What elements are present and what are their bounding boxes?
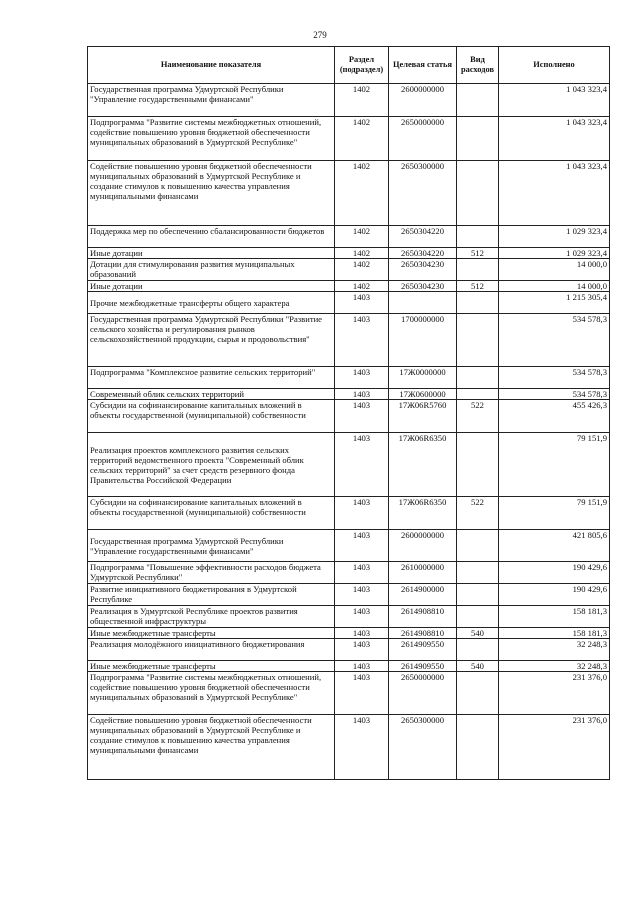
row-target: 2650000000 xyxy=(389,117,457,161)
row-target: 2650000000 xyxy=(389,672,457,715)
table-row xyxy=(88,292,610,314)
row-executed: 534 578,3 xyxy=(499,389,610,400)
row-target: 2610000000 xyxy=(389,562,457,584)
row-executed: 421 805,6 xyxy=(499,530,610,562)
table-body xyxy=(88,84,610,780)
row-executed: 1 029 323,4 xyxy=(499,248,610,259)
row-name: Поддержка мер по обеспечению сбалансированности бюджетов xyxy=(88,226,335,248)
row-target: 17Ж06R6350 xyxy=(389,497,457,530)
row-name: Содействие повышению уровня бюджетной обеспеченности муниципальных образований в Удмуртской Республике и создание стимулов к повышению качества управления муниципальными финансами xyxy=(88,715,335,780)
row-section: 1402 xyxy=(335,259,389,281)
row-expense xyxy=(457,226,499,248)
row-target xyxy=(389,292,457,314)
row-name: Современный облик сельских территорий xyxy=(88,389,335,400)
table-row xyxy=(88,248,610,259)
row-section: 1403 xyxy=(335,715,389,780)
row-section: 1403 xyxy=(335,661,389,672)
row-expense xyxy=(457,367,499,389)
row-expense xyxy=(457,672,499,715)
row-target: 2650304230 xyxy=(389,281,457,292)
row-name: Развитие инициативного бюджетирования в Удмуртской Республике xyxy=(88,584,335,606)
row-section: 1402 xyxy=(335,161,389,226)
row-name: Реализация проектов комплексного развития сельских территорий ведомственного проекта "Современный облик сельских территорий" за счет средств резервного фонда Правительства Российской Федерации xyxy=(88,433,335,497)
row-name: Реализация в Удмуртской Республике проектов развития общественной инфраструктуры xyxy=(88,606,335,628)
table-row xyxy=(88,584,610,606)
table-row xyxy=(88,715,610,780)
row-section: 1403 xyxy=(335,562,389,584)
row-expense xyxy=(457,84,499,117)
row-section: 1403 xyxy=(335,389,389,400)
row-name: Иные межбюджетные трансферты xyxy=(88,628,335,639)
row-section: 1403 xyxy=(335,584,389,606)
table-row xyxy=(88,639,610,661)
row-target: 2614909550 xyxy=(389,661,457,672)
row-target: 2650304220 xyxy=(389,248,457,259)
row-expense xyxy=(457,292,499,314)
row-executed: 534 578,3 xyxy=(499,314,610,367)
table-row xyxy=(88,367,610,389)
row-section: 1403 xyxy=(335,314,389,367)
header-target: Целевая статья xyxy=(389,47,457,84)
row-expense xyxy=(457,259,499,281)
row-expense xyxy=(457,584,499,606)
row-section: 1403 xyxy=(335,672,389,715)
table-row xyxy=(88,117,610,161)
row-name: Подпрограмма "Развитие системы межбюджетных отношений, содействие повышению уровня бюджетной обеспеченности муниципальных образований в Удмуртской Республике" xyxy=(88,117,335,161)
row-expense xyxy=(457,389,499,400)
row-target: 17Ж06R5760 xyxy=(389,400,457,433)
row-section: 1402 xyxy=(335,117,389,161)
row-section: 1402 xyxy=(335,226,389,248)
row-executed: 534 578,3 xyxy=(499,367,610,389)
table-row xyxy=(88,433,610,497)
row-section: 1403 xyxy=(335,606,389,628)
row-executed: 455 426,3 xyxy=(499,400,610,433)
table-row xyxy=(88,314,610,367)
table-row xyxy=(88,389,610,400)
row-name: Государственная программа Удмуртской Республики "Развитие сельского хозяйства и регулирования рынков сельскохозяйственной продукции, сырья и продовольствия" xyxy=(88,314,335,367)
budget-table xyxy=(87,46,610,780)
row-executed: 231 376,0 xyxy=(499,715,610,780)
row-executed: 32 248,3 xyxy=(499,661,610,672)
row-executed: 1 043 323,4 xyxy=(499,161,610,226)
row-executed: 1 215 305,4 xyxy=(499,292,610,314)
header-section: Раздел (подраздел) xyxy=(335,47,389,84)
row-expense xyxy=(457,433,499,497)
row-target: 2600000000 xyxy=(389,84,457,117)
row-name: Содействие повышению уровня бюджетной обеспеченности муниципальных образований в Удмуртской Республике и создание стимулов к повышению качества управления муниципальными финансами xyxy=(88,161,335,226)
row-target: 2650304220 xyxy=(389,226,457,248)
table-header-row xyxy=(88,47,610,84)
row-target: 17Ж06R6350 xyxy=(389,433,457,497)
row-section: 1403 xyxy=(335,367,389,389)
row-section: 1403 xyxy=(335,400,389,433)
header-expense: Вид расходов xyxy=(457,47,499,84)
row-executed: 1 043 323,4 xyxy=(499,117,610,161)
row-section: 1403 xyxy=(335,628,389,639)
row-section: 1402 xyxy=(335,281,389,292)
row-executed: 1 043 323,4 xyxy=(499,84,610,117)
row-executed: 79 151,9 xyxy=(499,497,610,530)
row-target: 2600000000 xyxy=(389,530,457,562)
row-executed: 158 181,3 xyxy=(499,606,610,628)
row-executed: 1 029 323,4 xyxy=(499,226,610,248)
table-row xyxy=(88,497,610,530)
table-row xyxy=(88,562,610,584)
row-expense xyxy=(457,314,499,367)
row-expense xyxy=(457,639,499,661)
row-target: 2650300000 xyxy=(389,715,457,780)
row-name: Государственная программа Удмуртской Республики "Управление государственными финансами" xyxy=(88,84,335,117)
row-name: Реализация молодёжного инициативного бюджетирования xyxy=(88,639,335,661)
table-row xyxy=(88,530,610,562)
table-row xyxy=(88,661,610,672)
row-target: 2614900000 xyxy=(389,584,457,606)
row-expense xyxy=(457,715,499,780)
row-executed: 231 376,0 xyxy=(499,672,610,715)
row-expense: 512 xyxy=(457,281,499,292)
table-row xyxy=(88,400,610,433)
row-section: 1403 xyxy=(335,292,389,314)
row-name: Иные дотации xyxy=(88,248,335,259)
row-name: Государственная программа Удмуртской Республики "Управление государственными финансами" xyxy=(88,530,335,562)
row-section: 1402 xyxy=(335,84,389,117)
row-name: Субсидии на софинансирование капитальных вложений в объекты государственной (муниципальной) собственности xyxy=(88,400,335,433)
row-executed: 190 429,6 xyxy=(499,562,610,584)
row-target: 1700000000 xyxy=(389,314,457,367)
row-target: 17Ж0600000 xyxy=(389,389,457,400)
row-target: 2614908810 xyxy=(389,628,457,639)
row-executed: 190 429,6 xyxy=(499,584,610,606)
row-name: Иные дотации xyxy=(88,281,335,292)
row-expense: 540 xyxy=(457,661,499,672)
row-name: Дотации для стимулирования развития муниципальных образований xyxy=(88,259,335,281)
table-row xyxy=(88,259,610,281)
row-executed: 14 000,0 xyxy=(499,281,610,292)
row-expense: 522 xyxy=(457,400,499,433)
row-target: 2650304230 xyxy=(389,259,457,281)
table-row xyxy=(88,161,610,226)
row-name: Прочие межбюджетные трансферты общего характера xyxy=(88,292,335,314)
row-executed: 79 151,9 xyxy=(499,433,610,497)
table-row xyxy=(88,84,610,117)
row-executed: 158 181,3 xyxy=(499,628,610,639)
row-name: Подпрограмма "Комплексное развитие сельских территорий" xyxy=(88,367,335,389)
row-executed: 14 000,0 xyxy=(499,259,610,281)
row-name: Субсидии на софинансирование капитальных вложений в объекты государственной (муниципальной) собственности xyxy=(88,497,335,530)
row-section: 1403 xyxy=(335,433,389,497)
row-expense xyxy=(457,606,499,628)
row-target: 2650300000 xyxy=(389,161,457,226)
row-section: 1403 xyxy=(335,530,389,562)
row-name: Подпрограмма "Повышение эффективности расходов бюджета Удмуртской Республики" xyxy=(88,562,335,584)
row-executed: 32 248,3 xyxy=(499,639,610,661)
row-name: Иные межбюджетные трансферты xyxy=(88,661,335,672)
table-row xyxy=(88,226,610,248)
table-row xyxy=(88,628,610,639)
row-section: 1402 xyxy=(335,248,389,259)
row-section: 1403 xyxy=(335,639,389,661)
header-name: Наименование показателя xyxy=(88,47,335,84)
row-expense: 522 xyxy=(457,497,499,530)
row-section: 1403 xyxy=(335,497,389,530)
table-row xyxy=(88,281,610,292)
row-name: Подпрограмма "Развитие системы межбюджетных отношений, содействие повышению уровня бюджетной обеспеченности муниципальных образований в Удмуртской Республике" xyxy=(88,672,335,715)
row-expense xyxy=(457,562,499,584)
header-executed: Исполнено xyxy=(499,47,610,84)
row-expense xyxy=(457,161,499,226)
row-expense: 512 xyxy=(457,248,499,259)
row-expense xyxy=(457,117,499,161)
row-target: 2614909550 xyxy=(389,639,457,661)
row-target: 17Ж0000000 xyxy=(389,367,457,389)
table-row xyxy=(88,606,610,628)
row-expense: 540 xyxy=(457,628,499,639)
row-target: 2614908810 xyxy=(389,606,457,628)
row-expense xyxy=(457,530,499,562)
table-row xyxy=(88,672,610,715)
page-number: 279 xyxy=(313,30,327,40)
